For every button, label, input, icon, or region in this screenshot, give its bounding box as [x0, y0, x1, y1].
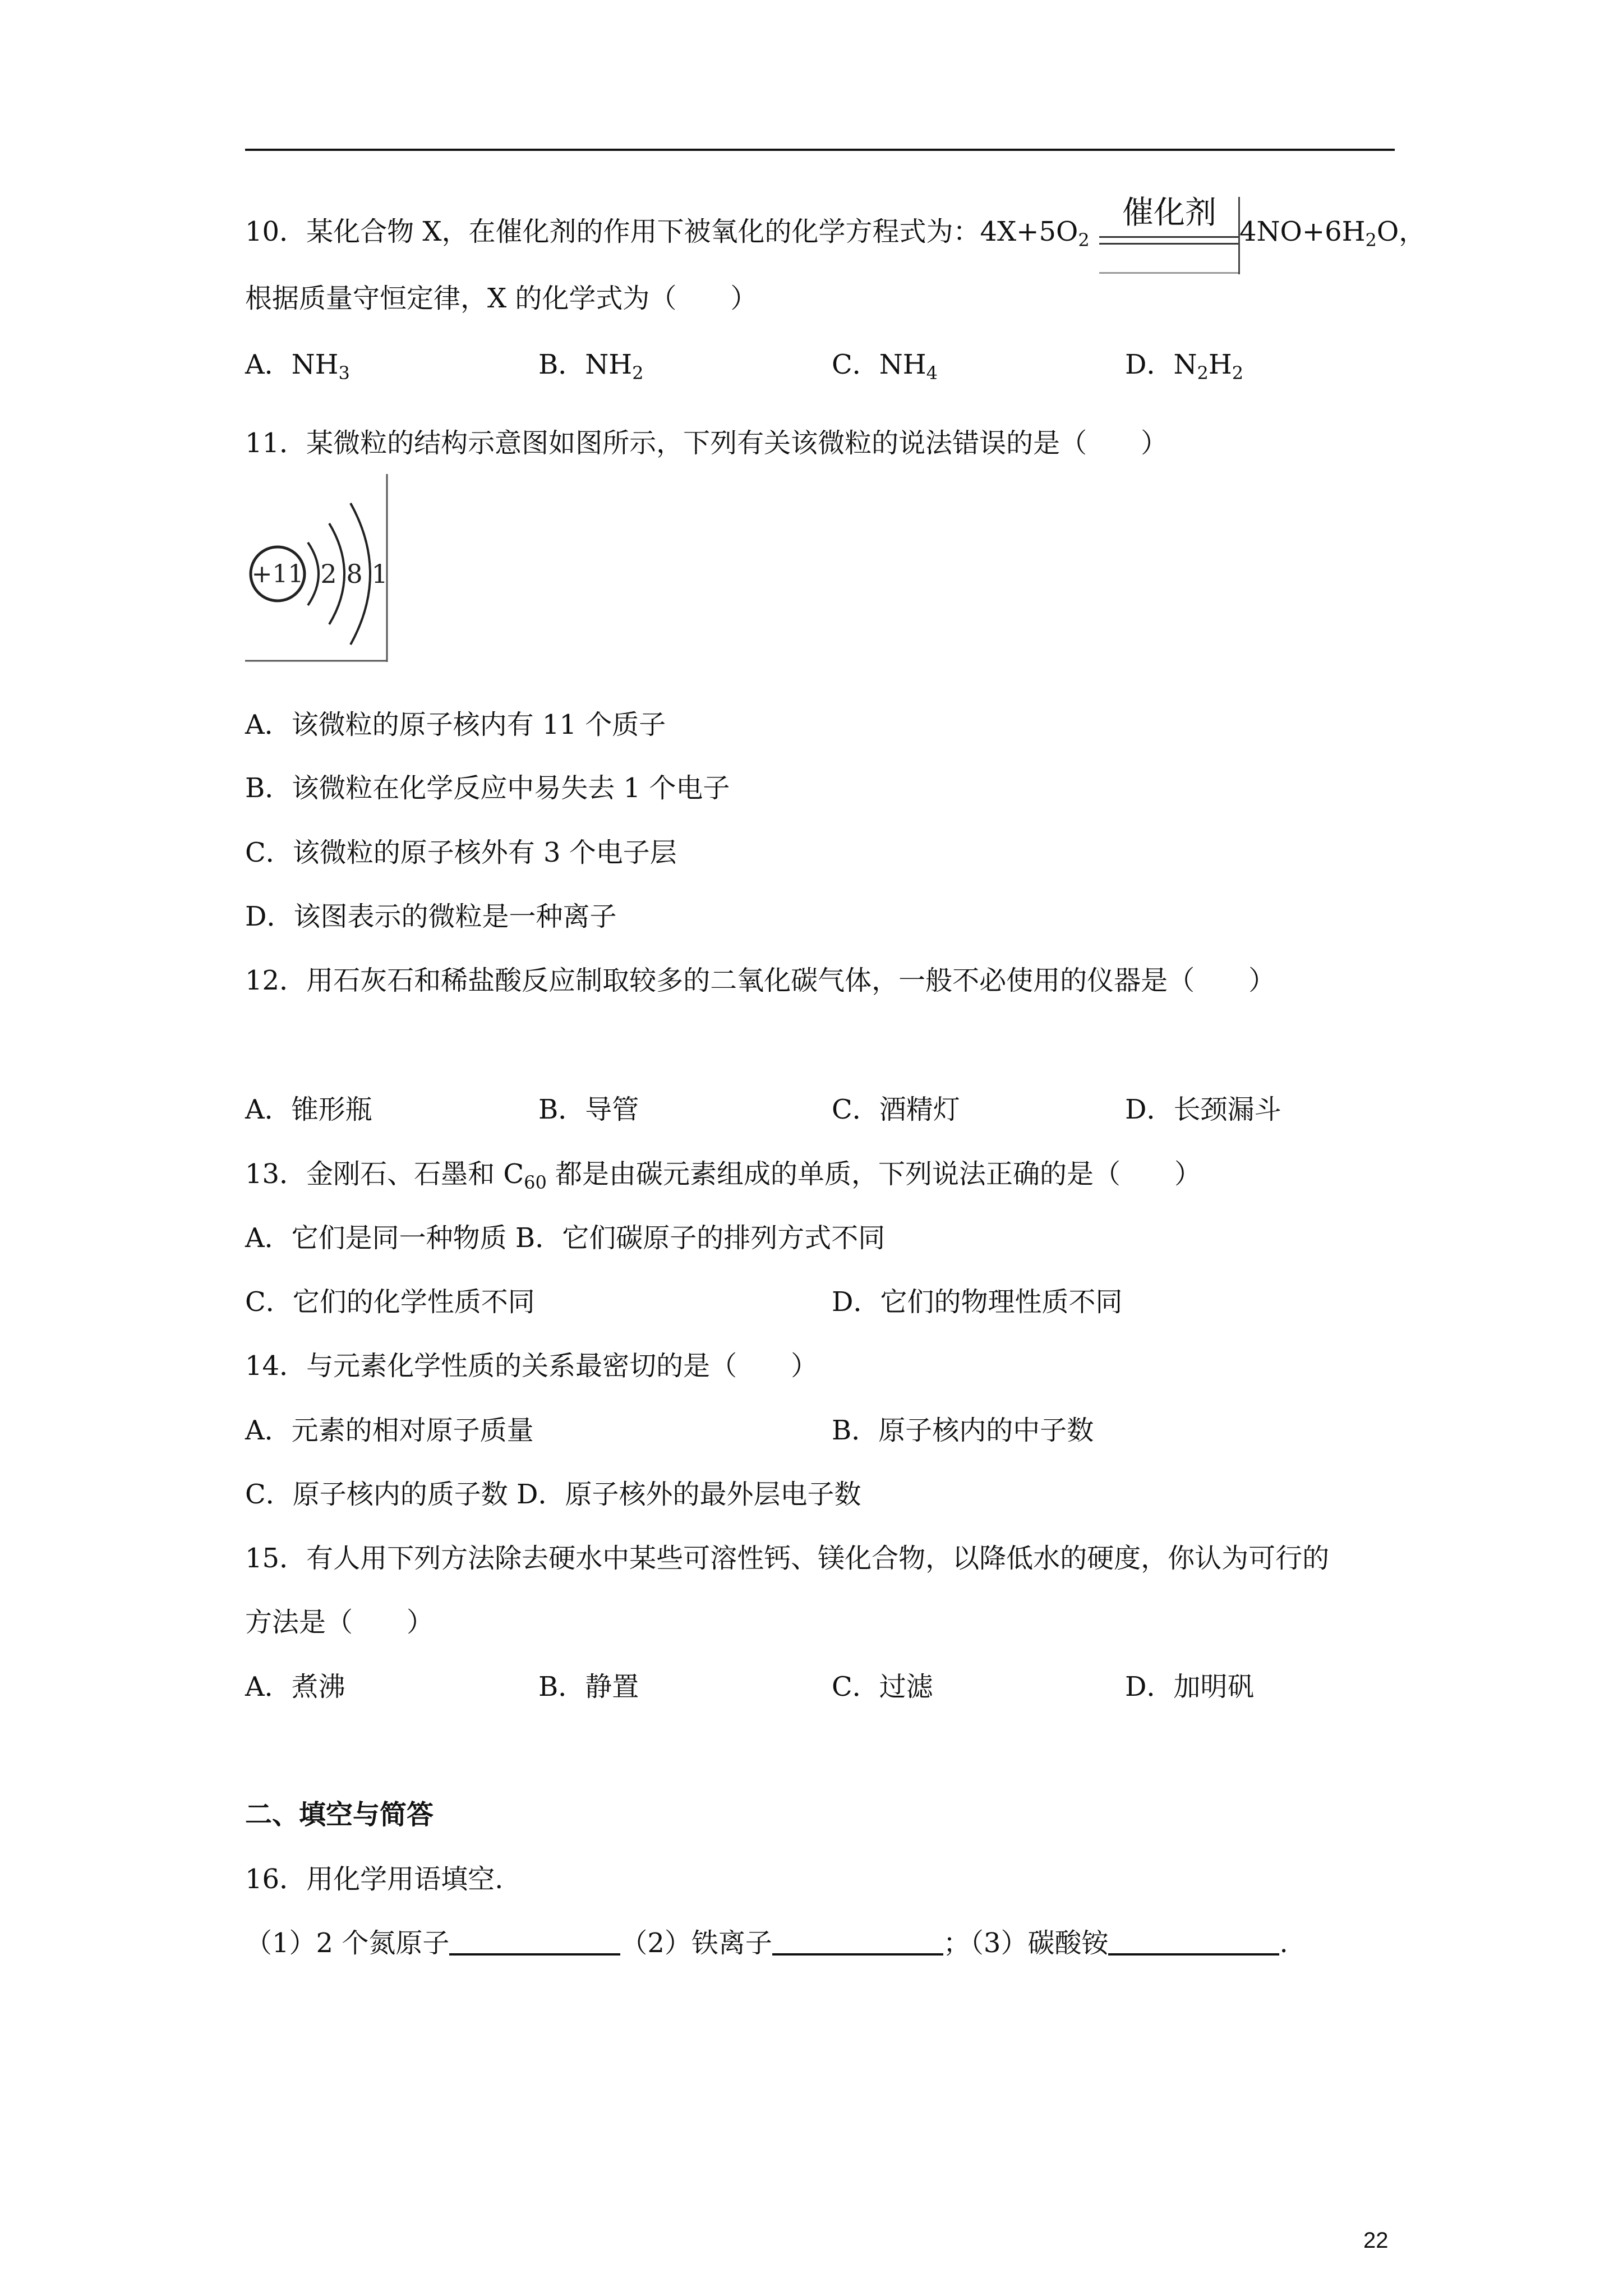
q15-option-a: A．煮沸 [245, 1671, 345, 1703]
q14-option-b: B．原子核内的中子数 [832, 1415, 1094, 1446]
q16-blanks-row: （1）2 个氮原子 （2）铁离子 ；（3）碳酸铵 . [245, 1927, 1288, 1959]
q13-stem: 13．金刚石、石墨和 $C_{60}$ 都是由碳元素组成的单质，下列说法正确的是（ ） [245, 1158, 1202, 1193]
q11-option-d: D．该图表示的微粒是一种离子 [245, 901, 617, 932]
header-rule [245, 149, 1395, 151]
atom-structure-diagram [245, 474, 391, 662]
q13-option-d: D．它们的物理性质不同 [832, 1286, 1123, 1318]
shell-1-count: 2 [320, 559, 337, 589]
q13-options-row1: A．它们是同一种物质 B．它们碳原子的排列方式不同 [245, 1222, 886, 1254]
q15-option-d: D．加明矾 [1125, 1671, 1255, 1703]
q10-stem-line1: 10．某化合物 X，在催化剂的作用下被氧化的化学方程式为：$4X+5O_2$ [245, 216, 1090, 251]
q16-stem: 16．用化学用语填空. [245, 1864, 504, 1895]
q11-option-a: A．该微粒的原子核内有 11 个质子 [245, 709, 666, 740]
q11-option-c: C．该微粒的原子核外有 3 个电子层 [245, 837, 677, 868]
q14-stem: 14．与元素化学性质的关系最密切的是（ ） [245, 1350, 818, 1382]
q10-option-a: A．$NH_3$ [245, 349, 350, 384]
q14-option-a: A．元素的相对原子质量 [245, 1415, 534, 1446]
shell-3-count: 1 [371, 559, 388, 589]
q16-blank-1[interactable] [449, 1929, 620, 1955]
q10-option-b: B．$NH_2$ [538, 349, 644, 384]
shell-2-count: 8 [346, 559, 363, 589]
q15-option-b: B．静置 [538, 1671, 639, 1703]
q16-part3-label: （3）碳酸铵 [970, 1927, 1109, 1959]
q12-option-b: B．导管 [538, 1094, 639, 1125]
q16-part1-label: （1）2 个氮原子 [245, 1927, 450, 1959]
q12-option-d: D．长颈漏斗 [1125, 1094, 1281, 1125]
q10-option-d: D．$N_2H_2$ [1125, 349, 1244, 384]
q10-option-c: C．$NH_4$ [832, 349, 938, 384]
q10-products: $4NO+6H_2O$， [1239, 216, 1426, 251]
q11-option-b: B．该微粒在化学反应中易失去 1 个电子 [245, 772, 730, 804]
q14-options-row2: C．原子核内的质子数 D．原子核外的最外层电子数 [245, 1479, 861, 1510]
catalyst-arrow [1099, 194, 1239, 278]
q16-blank-3[interactable] [1108, 1929, 1279, 1955]
electron-shell-1 [308, 542, 319, 605]
catalyst-label: 催化剂 [1122, 195, 1216, 231]
section-title: 二、填空与简答 [245, 1799, 434, 1830]
q12-option-c: C．酒精灯 [832, 1094, 960, 1125]
q11-stem: 11．某微粒的结构示意图如图所示，下列有关该微粒的说法错误的是（ ） [245, 427, 1168, 459]
q15-option-c: C．过滤 [832, 1671, 933, 1703]
q16-blank-2[interactable] [772, 1929, 943, 1955]
q13-option-c: C．它们的化学性质不同 [245, 1286, 535, 1318]
q15-stem-line2: 方法是（ ） [245, 1607, 434, 1638]
q15-stem-line1: 15．有人用下列方法除去硬水中某些可溶性钙、镁化合物，以降低水的硬度，你认为可行的 [245, 1543, 1330, 1574]
q16-part2-label: （2）铁离子 [620, 1927, 772, 1959]
q10-stem-line2: 根据质量守恒定律，X 的化学式为（ ） [245, 283, 758, 314]
page-number: 22 [1363, 2228, 1389, 2253]
q12-option-a: A．锥形瓶 [245, 1094, 372, 1125]
nucleus-charge: +11 [251, 560, 304, 588]
q12-stem: 12．用石灰石和稀盐酸反应制取较多的二氧化碳气体，一般不必使用的仪器是（ ） [245, 965, 1276, 996]
